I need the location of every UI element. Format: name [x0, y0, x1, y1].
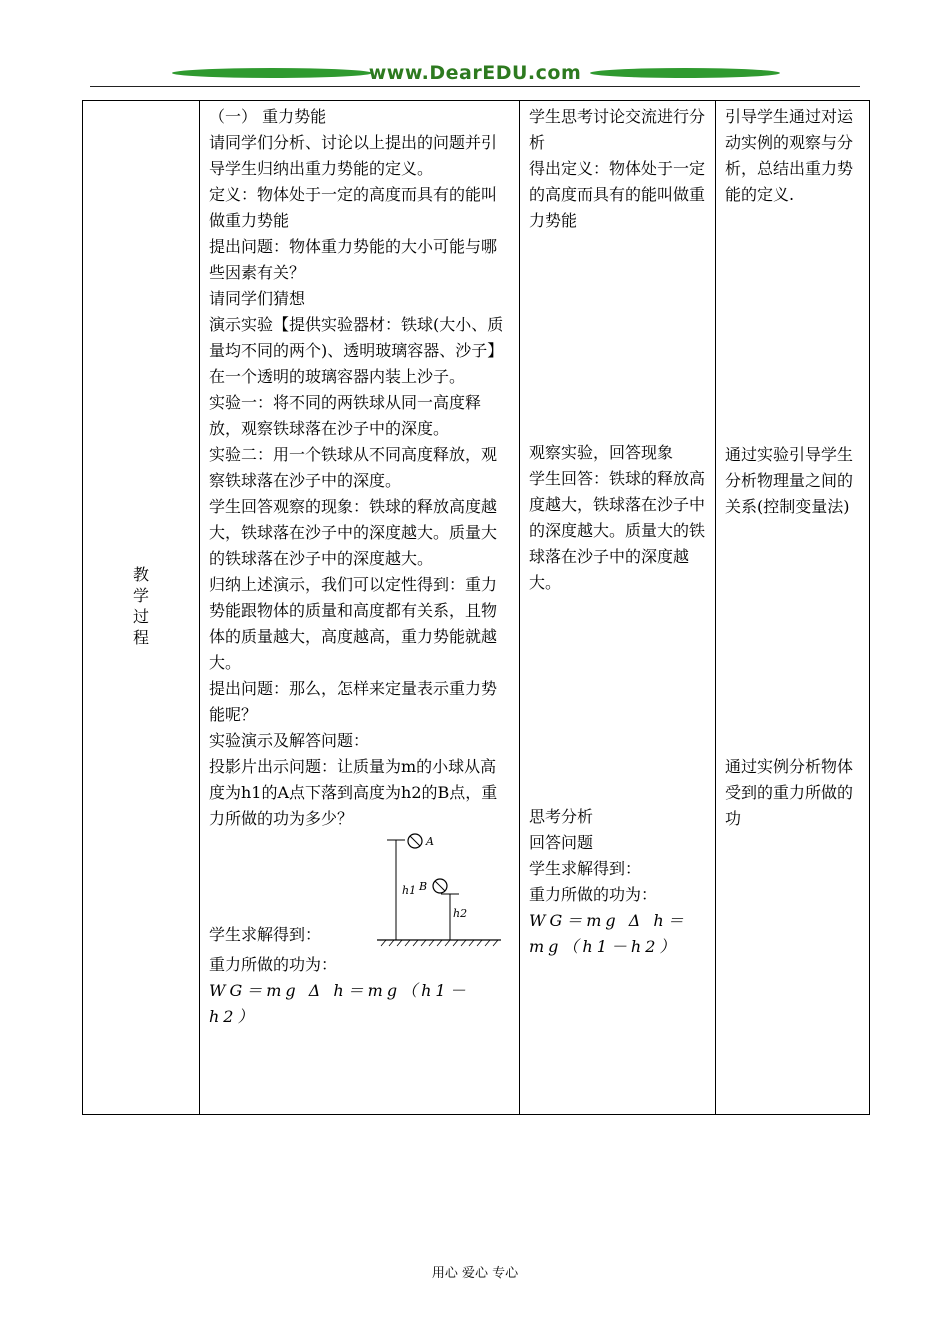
- falling-ball-figure: [209, 832, 510, 952]
- paragraph: 实验一：将不同的两铁球从同一高度释放，观察铁球落在沙子中的深度。: [209, 393, 482, 438]
- paragraph: 学生回答观察的现象：铁球的释放高度越大，铁球落在沙子中的深度越大。质量大的铁球落在沙子中的深度越大。: [209, 497, 498, 568]
- teacher-activity-cell: [200, 101, 520, 1115]
- section-title: （一） 重力势能: [209, 107, 327, 126]
- student-activity-cell: [520, 101, 716, 1115]
- paragraph: 定义：物体处于一定的高度而具有的能叫做重力势能: [209, 185, 498, 230]
- diagram-svg: [377, 832, 517, 950]
- h2-label: h2: [453, 907, 468, 920]
- paragraph: 观察实验，回答现象: [529, 443, 674, 462]
- spacer: [725, 520, 860, 754]
- spacer: [725, 208, 860, 442]
- h1-label: h1: [402, 884, 417, 897]
- paragraph: 学生回答：铁球的释放高度越大，铁球落在沙子中的深度越大。质量大的铁球落在沙子中的深度越大。: [529, 469, 706, 592]
- paragraph: 投影片出示问题：让质量为m的小球从高度为h1的A点下落到高度为h2的B点，重力所做的功为多少？: [209, 757, 498, 828]
- paragraph: 引导学生通过对运动实例的观察与分析，总结出重力势能的定义.: [725, 107, 854, 204]
- point-a-label: A: [426, 835, 434, 848]
- paragraph: 通过实验引导学生分析物理量之间的关系(控制变量法): [725, 445, 854, 516]
- lesson-table: [82, 100, 870, 1115]
- paragraph: 演示实验【提供实验器材：铁球(大小、质量均不同的两个)、透明玻璃容器、沙子】: [209, 315, 504, 360]
- paragraph: 归纳上述演示，我们可以定性得到：重力势能跟物体的质量和高度都有关系，且物体的质量越大，高度越高，重力势能就越大。: [209, 575, 498, 672]
- paragraph: 请同学们分析、讨论以上提出的问题并引导学生归纳出重力势能的定义。: [209, 133, 498, 178]
- paragraph: 提出问题：物体重力势能的大小可能与哪些因素有关？: [209, 237, 498, 282]
- work-formula: WG＝mg Δ h＝mg（h1－h2）: [209, 981, 470, 1026]
- design-intent-cell: [716, 101, 870, 1115]
- site-logo[interactable]: www.DearEDU.com: [368, 62, 582, 84]
- paragraph: 思考分析: [529, 807, 594, 826]
- paragraph: 得出定义：物体处于一定的高度而具有的能叫做重力势能: [529, 159, 706, 230]
- table-row: [83, 101, 870, 1115]
- paragraph: 实验演示及解答问题：: [209, 731, 370, 750]
- row-label-cell: [83, 101, 200, 1115]
- spacer: [529, 596, 706, 804]
- paragraph: 重力所做的功为：: [209, 955, 338, 974]
- paragraph: 通过实例分析物体受到的重力所做的功: [725, 757, 854, 828]
- paragraph: 实验二：用一个铁球从不同高度释放，观察铁球落在沙子中的深度。: [209, 445, 498, 490]
- paragraph: 学生思考讨论交流进行分析: [529, 107, 706, 152]
- page-footer: 用心 爱心 专心: [431, 1266, 519, 1281]
- paragraph: 学生求解得到：: [529, 859, 642, 878]
- paragraph: 请同学们猜想: [209, 289, 306, 308]
- header-rule: [90, 86, 860, 87]
- row-label: 教学过程: [132, 565, 149, 647]
- paragraph: 回答问题: [529, 833, 594, 852]
- paragraph: 提出问题：那么，怎样来定量表示重力势能呢？: [209, 679, 498, 724]
- paragraph: 学生求解得到：: [209, 925, 322, 944]
- point-b-label: B: [419, 880, 428, 893]
- paragraph: 在一个透明的玻璃容器内装上沙子。: [209, 367, 466, 386]
- paragraph: 重力所做的功为：: [529, 885, 658, 904]
- work-formula: WG＝mg Δ h＝mg（h1－h2）: [529, 911, 688, 956]
- spacer: [529, 234, 706, 440]
- page-header: [90, 62, 860, 88]
